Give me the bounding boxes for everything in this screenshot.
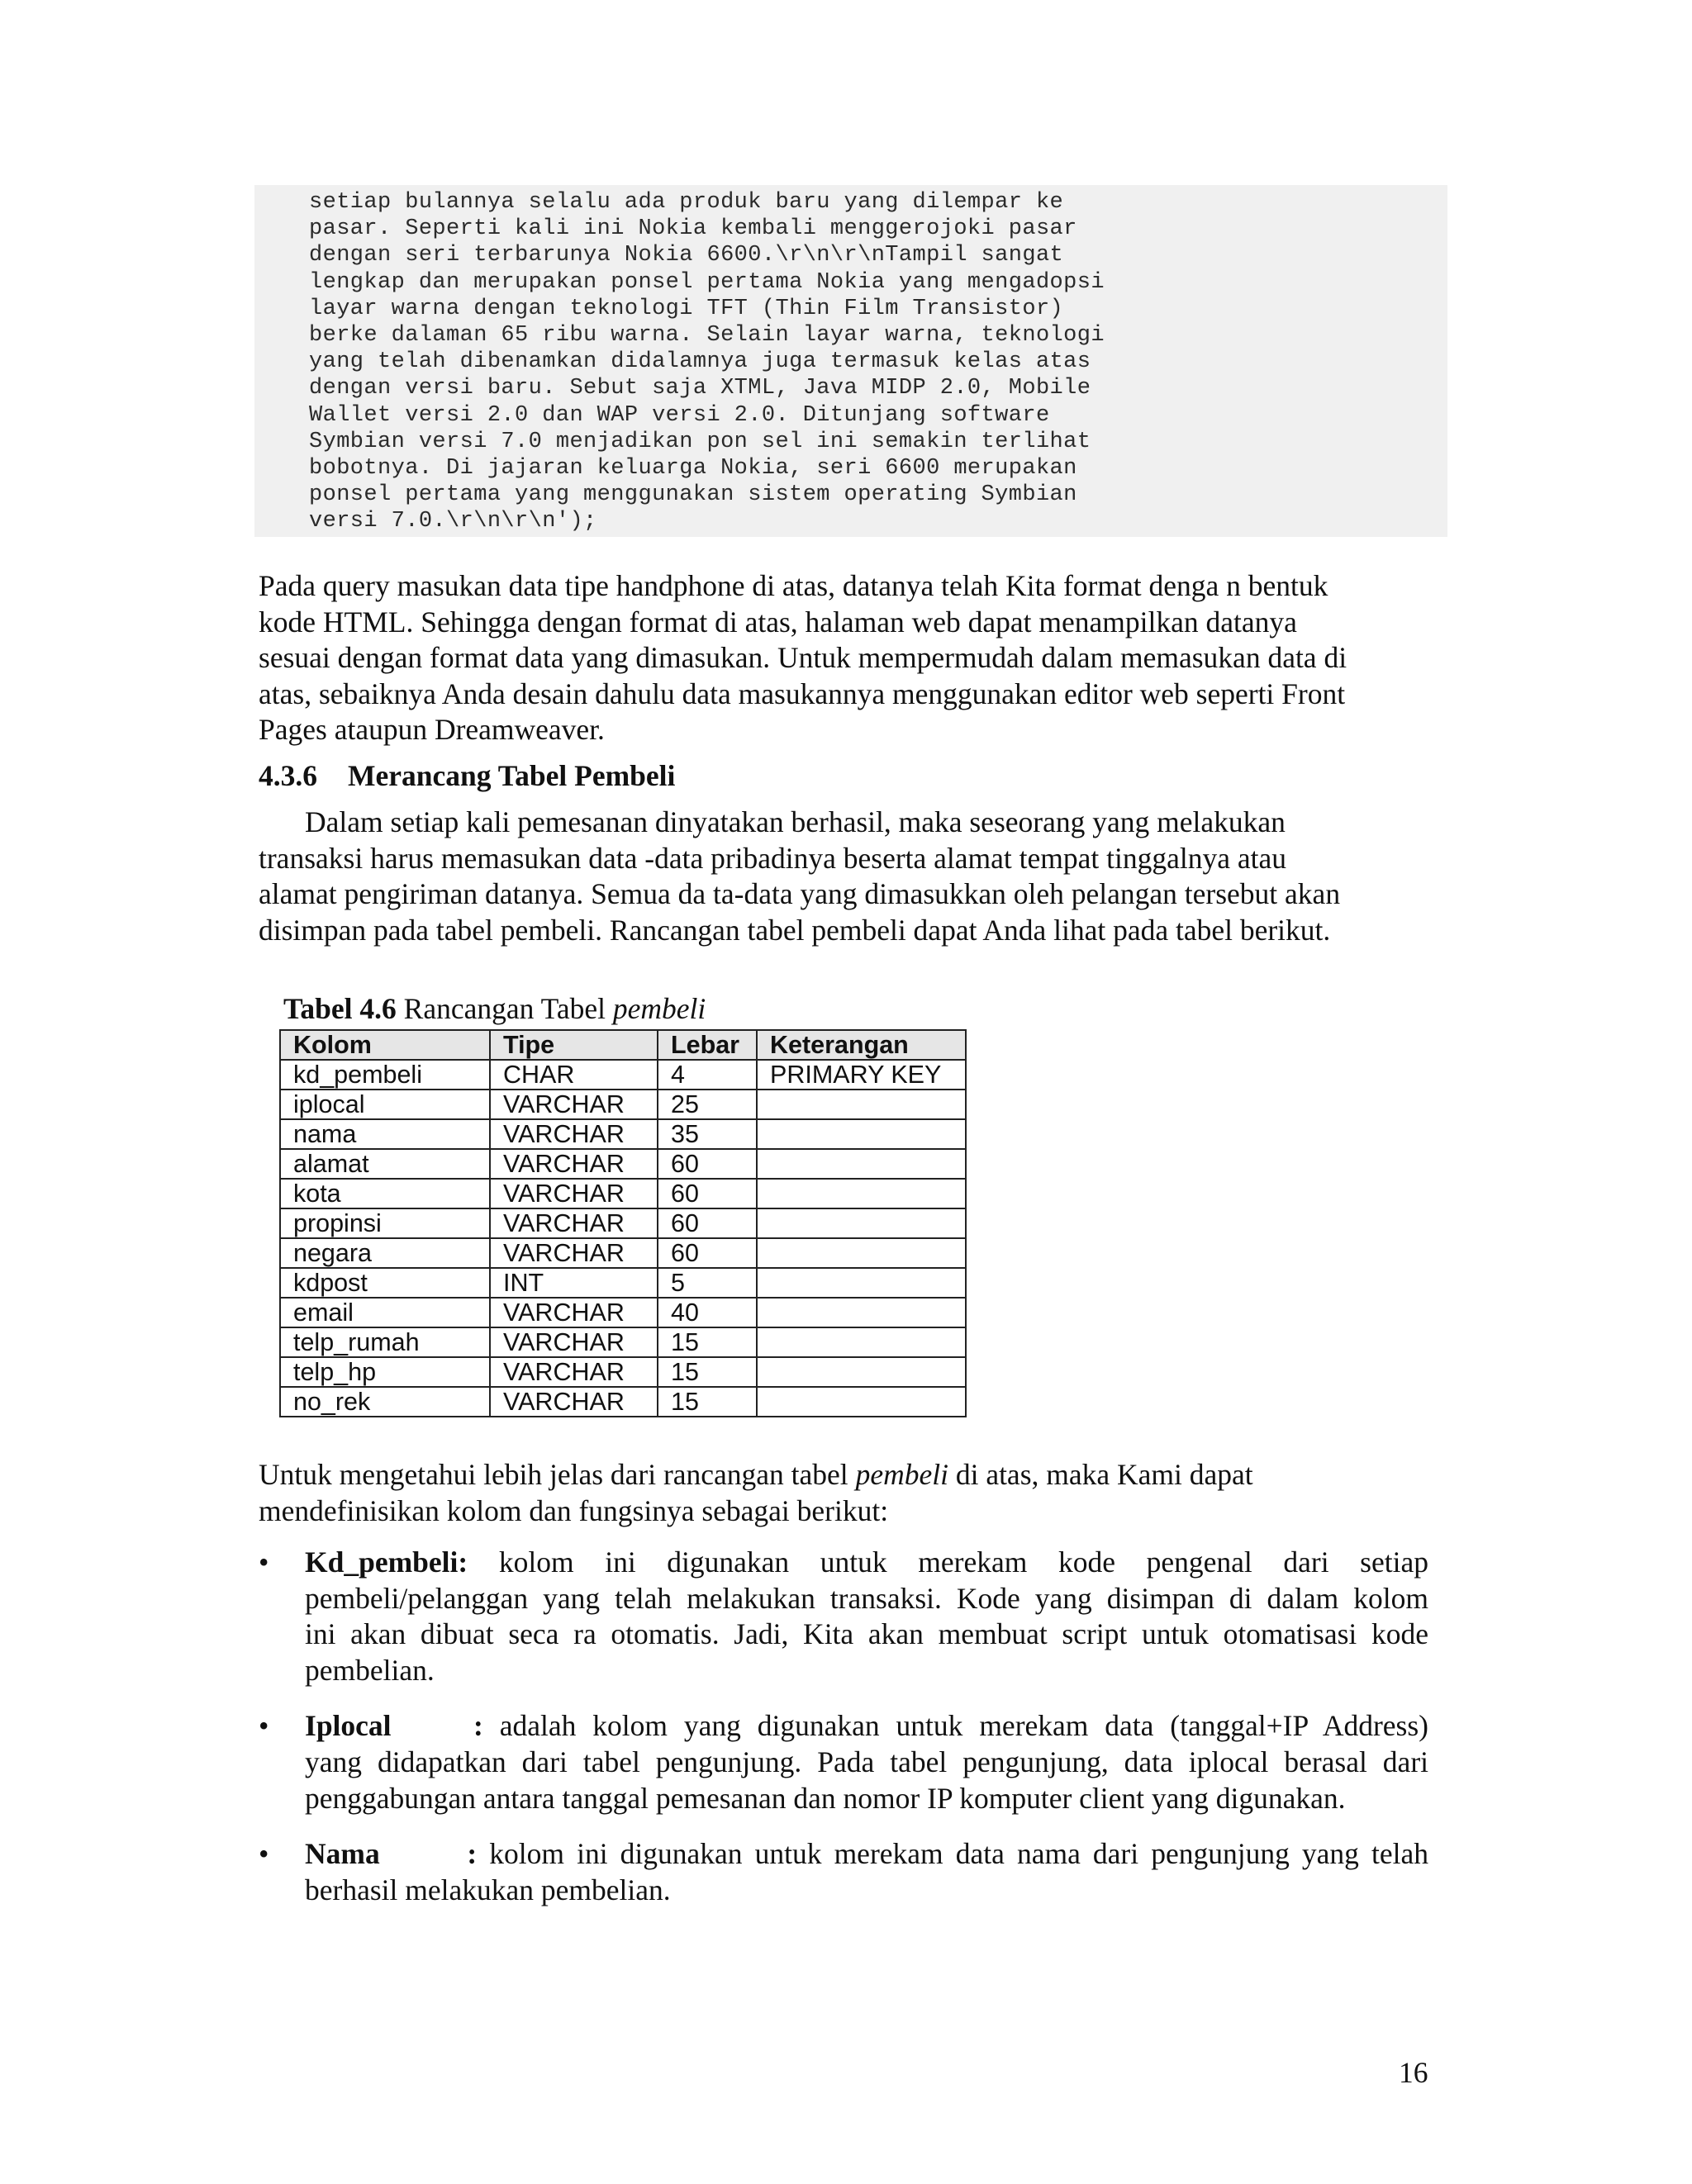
- table-cell: [757, 1268, 966, 1298]
- table-cell: 60: [658, 1149, 757, 1179]
- paragraph-query-explanation: [259, 568, 1448, 748]
- table-cell: [757, 1090, 966, 1119]
- list-item: [259, 1708, 1428, 1816]
- paragraph-line: transaksi harus memasukan data -data pribadinya beserta alamat tempat tinggalnya atau: [259, 841, 1286, 875]
- table-row: [280, 1119, 966, 1149]
- table-cell: [757, 1298, 966, 1327]
- list-item: [259, 1545, 1428, 1688]
- table-cell: [757, 1208, 966, 1238]
- table-cell: no_rek: [280, 1387, 490, 1417]
- table-cell: 40: [658, 1298, 757, 1327]
- paragraph-line: mendefinisikan kolom dan fungsinya sebagai berikut:: [259, 1493, 889, 1527]
- table-cell: VARCHAR: [490, 1298, 658, 1327]
- paragraph-line: disimpan pada tabel pembeli. Rancangan tabel pembeli dapat Anda lihat pada tabel berikut.: [259, 913, 1331, 947]
- list-line: ini akan dibuat seca ra otomatis. Jadi, Kita akan membuat script untuk otomatisasi kode: [305, 1617, 1428, 1651]
- table-cell: VARCHAR: [490, 1179, 658, 1208]
- table-caption: [283, 991, 706, 1026]
- table-cell: VARCHAR: [490, 1208, 658, 1238]
- table-cell: VARCHAR: [490, 1387, 658, 1417]
- table-row: [280, 1387, 966, 1417]
- code-line: setiap bulannya selalu ada produk baru yang dilempar ke: [309, 190, 1064, 215]
- term: Iplocal :: [305, 1709, 483, 1743]
- header-cell: Tipe: [490, 1030, 658, 1060]
- table-cell: 15: [658, 1357, 757, 1387]
- caption-label: Tabel 4.6: [283, 992, 397, 1025]
- table-cell: iplocal: [280, 1090, 490, 1119]
- table-cell: 25: [658, 1090, 757, 1119]
- page-number: 16: [1399, 2056, 1428, 2089]
- column-definition-list: [259, 1545, 1428, 1928]
- header-cell: Kolom: [280, 1030, 490, 1060]
- italic-span: pembeli: [855, 1458, 948, 1491]
- code-block: [254, 185, 1447, 537]
- list-line: [305, 1836, 1428, 1873]
- code-line: pasar. Seperti kali ini Nokia kembali menggerojoki pasar: [309, 216, 1077, 242]
- table-cell: 5: [658, 1268, 757, 1298]
- paragraph-line: Pada query masukan data tipe handphone di atas, datanya telah Kita format denga n bentuk: [259, 569, 1328, 602]
- code-line: dengan seri terbarunya Nokia 6600.\r\n\r\nTampil sangat: [309, 243, 1064, 268]
- table-cell: 4: [658, 1060, 757, 1090]
- table-cell: [757, 1179, 966, 1208]
- paragraph-line: sesuai dengan format data yang dimasukan. Untuk mempermudah dalam memasukan data di: [259, 641, 1347, 675]
- table-cell: telp_rumah: [280, 1327, 490, 1357]
- term: Kd_pembeli:: [305, 1545, 468, 1579]
- code-line: dengan versi baru. Sebut saja XTML, Java MIDP 2.0, Mobile: [309, 376, 1091, 401]
- table-cell: [757, 1149, 966, 1179]
- term: Nama :: [305, 1837, 478, 1871]
- table-cell: VARCHAR: [490, 1238, 658, 1268]
- list-line: penggabungan antara tanggal pemesanan dan nomor IP komputer client yang digunakan.: [305, 1781, 1346, 1815]
- table-row: [280, 1090, 966, 1119]
- table-cell: CHAR: [490, 1060, 658, 1090]
- table-cell: 15: [658, 1327, 757, 1357]
- section-number: 4.3.6: [259, 759, 317, 792]
- table-row: [280, 1208, 966, 1238]
- table-row: [280, 1149, 966, 1179]
- table-cell: VARCHAR: [490, 1149, 658, 1179]
- table-cell: kota: [280, 1179, 490, 1208]
- code-line: berke dalaman 65 ribu warna. Selain layar warna, teknologi: [309, 323, 1105, 349]
- code-line: yang telah dibenamkan didalamnya juga termasuk kelas atas: [309, 349, 1091, 375]
- code-line: bobotnya. Di jajaran keluarga Nokia, seri 6600 merupakan: [309, 456, 1077, 482]
- list-item: [259, 1836, 1428, 1908]
- list-line: [305, 1708, 1428, 1745]
- paragraph-definition-intro: [259, 1457, 1448, 1529]
- table-cell: 60: [658, 1208, 757, 1238]
- table-cell: nama: [280, 1119, 490, 1149]
- table-cell: PRIMARY KEY: [757, 1060, 966, 1090]
- table-cell: 15: [658, 1387, 757, 1417]
- table-cell: 60: [658, 1238, 757, 1268]
- bullet-icon: •: [259, 1545, 269, 1579]
- table-cell: 35: [658, 1119, 757, 1149]
- bullet-icon: •: [259, 1837, 269, 1871]
- paragraph-line: [259, 1457, 1448, 1493]
- code-line: layar warna dengan teknologi TFT (Thin Film Transistor): [309, 296, 1064, 321]
- table-cell: VARCHAR: [490, 1090, 658, 1119]
- table-row: [280, 1060, 966, 1090]
- paragraph-line: alamat pengiriman datanya. Semua da ta-data yang dimasukkan oleh pelangan tersebut akan: [259, 877, 1341, 911]
- table-cell: email: [280, 1298, 490, 1327]
- table-row: [280, 1268, 966, 1298]
- list-line: pembeli/pelanggan yang telah melakukan transaksi. Kode yang disimpan di dalam kolom: [305, 1581, 1428, 1615]
- table-cell: [757, 1119, 966, 1149]
- code-line: Wallet versi 2.0 dan WAP versi 2.0. Ditunjang software: [309, 402, 1050, 428]
- table-cell: [757, 1387, 966, 1417]
- table-cell: telp_hp: [280, 1357, 490, 1387]
- pembeli-table: [279, 1029, 967, 1417]
- table-cell: propinsi: [280, 1208, 490, 1238]
- table-cell: negara: [280, 1238, 490, 1268]
- table-header-row: [280, 1030, 966, 1060]
- text-span: kolom ini digunakan untuk merekam data nama dari pengunjung yang telah: [477, 1837, 1428, 1871]
- table-cell: [757, 1327, 966, 1357]
- text-span: adalah kolom yang digunakan untuk merekam data (tanggal+IP Address): [482, 1709, 1428, 1743]
- text-span: Untuk mengetahui lebih jelas dari rancangan tabel: [259, 1458, 856, 1491]
- paragraph-line: atas, sebaiknya Anda desain dahulu data masukannya menggunakan editor web seperti Front: [259, 677, 1346, 710]
- table-cell: 60: [658, 1179, 757, 1208]
- list-line: [305, 1545, 1428, 1581]
- paragraph-line: Dalam setiap kali pemesanan dinyatakan berhasil, maka seseorang yang melakukan: [305, 805, 1286, 838]
- section-heading: [259, 758, 675, 793]
- code-line: Symbian versi 7.0 menjadikan pon sel ini semakin terlihat: [309, 429, 1091, 454]
- table-cell: INT: [490, 1268, 658, 1298]
- table-cell: VARCHAR: [490, 1119, 658, 1149]
- table-row: [280, 1179, 966, 1208]
- text-span: kolom ini digunakan untuk merekam kode pengenal dari setiap: [468, 1545, 1428, 1579]
- table-cell: VARCHAR: [490, 1357, 658, 1387]
- table-cell: kd_pembeli: [280, 1060, 490, 1090]
- header-cell: Keterangan: [757, 1030, 966, 1060]
- table-cell: alamat: [280, 1149, 490, 1179]
- bullet-icon: •: [259, 1709, 269, 1743]
- code-line: ponsel pertama yang menggunakan sistem operating Symbian: [309, 482, 1077, 508]
- caption-italic: pembeli: [612, 992, 706, 1025]
- list-line: berhasil melakukan pembelian.: [305, 1873, 671, 1906]
- table-cell: kdpost: [280, 1268, 490, 1298]
- table-row: [280, 1298, 966, 1327]
- list-line: pembelian.: [305, 1653, 435, 1687]
- table-row: [280, 1357, 966, 1387]
- table-cell: [757, 1238, 966, 1268]
- paragraph-line: Pages ataupun Dreamweaver.: [259, 713, 605, 747]
- code-line: versi 7.0.\r\n\r\n');: [309, 509, 597, 534]
- text-span: di atas, maka Kami dapat: [948, 1458, 1253, 1491]
- paragraph-line: kode HTML. Sehingga dengan format di atas, halaman web dapat menampilkan datanya: [259, 605, 1297, 639]
- table-cell: VARCHAR: [490, 1327, 658, 1357]
- table-row: [280, 1327, 966, 1357]
- table-row: [280, 1238, 966, 1268]
- table-cell: [757, 1357, 966, 1387]
- paragraph-intro: [259, 805, 1448, 948]
- header-cell: Lebar: [658, 1030, 757, 1060]
- code-line: lengkap dan merupakan ponsel pertama Nokia yang mengadopsi: [309, 269, 1105, 295]
- section-title: Merancang Tabel Pembeli: [348, 759, 676, 792]
- caption-text: Rancangan Tabel: [396, 992, 613, 1025]
- list-line: yang didapatkan dari tabel pengunjung. Pada tabel pengunjung, data iplocal berasal dari: [305, 1745, 1428, 1778]
